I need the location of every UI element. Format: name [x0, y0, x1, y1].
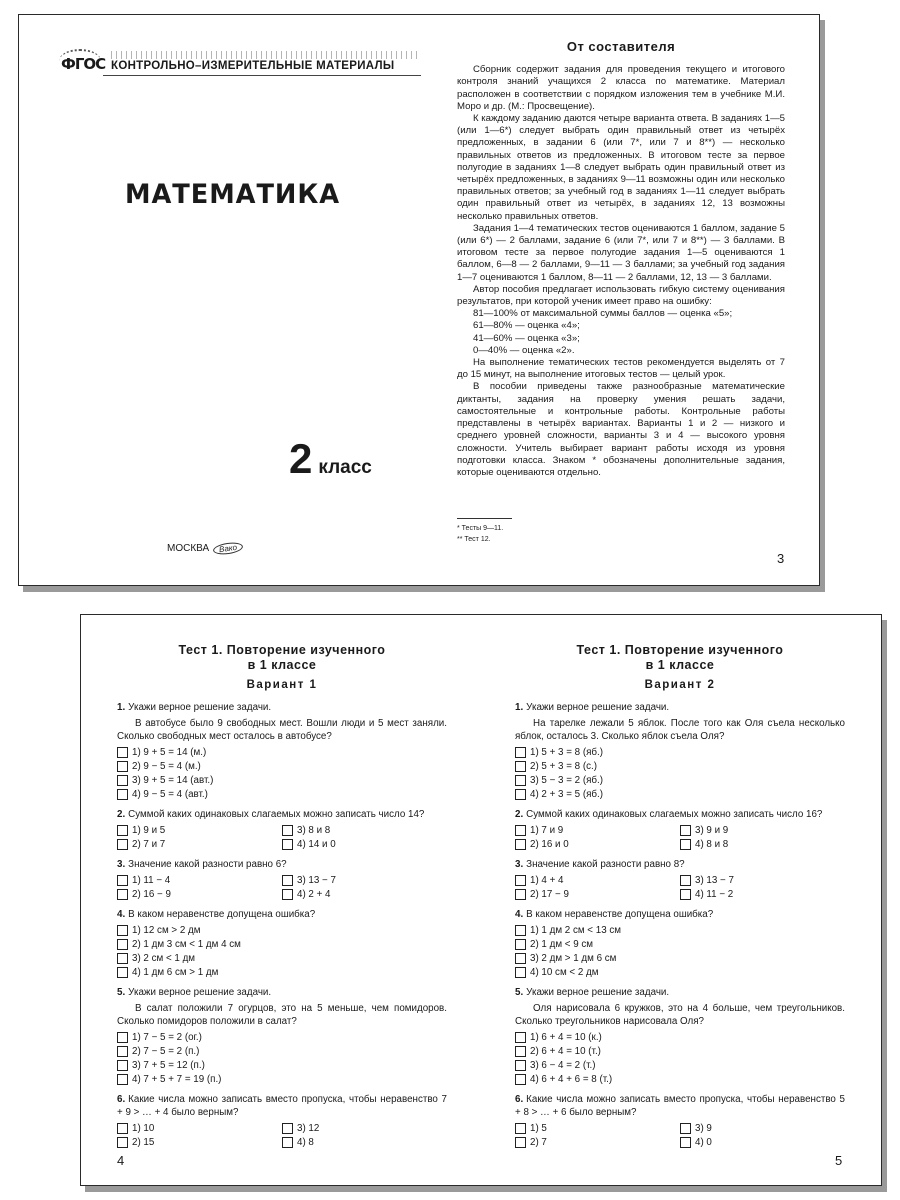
- answer-option[interactable]: [117, 1135, 282, 1149]
- checkbox[interactable]: [515, 1123, 526, 1134]
- checkbox[interactable]: [515, 839, 526, 850]
- question-description: На тарелке лежали 5 яблок. После того как Оля съела несколько яблок, осталось 3. Сколько яблок съела Оля?: [515, 718, 845, 742]
- option-label: 2) 7: [530, 1136, 547, 1148]
- option-label: 2) 15: [132, 1136, 155, 1148]
- question: [515, 701, 845, 801]
- checkbox[interactable]: [680, 1137, 691, 1148]
- question: [515, 1093, 845, 1149]
- publisher-city: МОСКВА: [167, 543, 210, 554]
- option-label: 4) 8: [297, 1136, 314, 1148]
- publisher: [167, 543, 243, 554]
- option-label: 1) 7 и 9: [530, 824, 564, 836]
- question-text: Укажи верное решение задачи.: [128, 987, 272, 998]
- checkbox[interactable]: [680, 839, 691, 850]
- answer-option[interactable]: [680, 837, 845, 851]
- option-label: 1) 11 − 4: [132, 874, 171, 886]
- grading-scale-item: 61—80% — оценка «4»;: [473, 320, 580, 332]
- option-label: 2) 5 + 3 = 8 (с.): [530, 760, 597, 772]
- option-label: 4) 0: [695, 1136, 712, 1148]
- preface: [457, 41, 785, 479]
- question-number: 2.: [515, 809, 524, 820]
- question-text: В каком неравенстве допущена ошибка?: [526, 909, 714, 920]
- checkbox[interactable]: [282, 1137, 293, 1148]
- checkbox[interactable]: [515, 825, 526, 836]
- option-label: 3) 9 и 9: [695, 824, 729, 836]
- test-spread-page: [80, 614, 882, 1186]
- preface-paragraph: К каждому заданию даются четыре варианта ответа. В заданиях 1—5 (или 1—6*) следует выбрать один правильный ответ из четырёх предложенных, в задании 6 (или 7*, или 7 и 8**) — несколько правильных ответов из предложенных. В итоговом тесте за первое полугодие в заданиях 1—8 следует выбрать один правильный ответ из четырёх предложенных, в заданиях 9—11 возможны один или несколько правильных ответов; за учебный год в заданиях 1—11 следует выбрать один правильный ответ из четырёх, в заданиях 12, 13 возможны несколько правильных ответов.: [457, 113, 785, 222]
- question-text: Укажи верное решение задачи.: [526, 987, 670, 998]
- checkbox[interactable]: [680, 825, 691, 836]
- question-number: 6.: [117, 1094, 126, 1105]
- answer-option[interactable]: [515, 1044, 845, 1058]
- option-label: 1) 5 + 3 = 8 (яб.): [530, 746, 603, 758]
- answer-option[interactable]: [117, 823, 282, 837]
- answer-option[interactable]: [117, 837, 282, 851]
- question: [515, 808, 845, 851]
- checkbox[interactable]: [117, 1137, 128, 1148]
- grading-scale-item: 81—100% от максимальной суммы баллов — оценка «5»;: [473, 308, 733, 320]
- checkbox[interactable]: [515, 939, 526, 950]
- option-label: 3) 6 − 4 = 2 (т.): [530, 1059, 596, 1071]
- checkbox[interactable]: [515, 1060, 526, 1071]
- variant-label: Вариант 1: [246, 679, 318, 691]
- question-number: 4.: [515, 909, 524, 920]
- checkbox[interactable]: [515, 875, 526, 886]
- question-text: Укажи верное решение задачи.: [128, 702, 272, 713]
- preface-paragraph: Задания 1—4 тематических тестов оцениваются 1 баллом, задание 5 (или 6*) — 2 баллами, задание 6 (или 7*, или 7 и 8**) — 3 баллами. В итоговом тесте за первое полугодие задания 1—5 оцениваются 1 баллом, 6—8 — 2 баллами, 9—11 — 3 баллами; за учебный год задания 1—7 оцениваются 1 баллом, 8—11 — 2 баллами, 12, 13 — 3 баллами.: [457, 222, 785, 283]
- checkbox[interactable]: [117, 761, 128, 772]
- option-label: 3) 2 дм > 1 дм 6 см: [530, 952, 617, 964]
- fgos-logo: [59, 49, 106, 79]
- question-text: Какие числа можно записать вместо пропуска, чтобы неравенство 5 + 8 > … + 6 было верным?: [515, 1094, 845, 1118]
- preface-paragraph: Сборник содержит задания для проведения текущего и итогового контроля знаний учащихся 2 класса по математике. Материал расположен в соответствии с порядком изложения тем в учебнике М.И. Моро и др. (М.: Просвещение).: [457, 64, 785, 112]
- answer-option[interactable]: [515, 1072, 845, 1086]
- option-label: 3) 13 − 7: [695, 874, 734, 886]
- checkbox[interactable]: [680, 889, 691, 900]
- option-label: 1) 7 − 5 = 2 (ог.): [132, 1031, 202, 1043]
- question: [117, 858, 447, 901]
- checkbox[interactable]: [117, 939, 128, 950]
- answer-option[interactable]: [515, 823, 680, 837]
- checkbox[interactable]: [117, 789, 128, 800]
- footnote: ** Тест 12.: [457, 536, 491, 543]
- answer-option[interactable]: [282, 823, 447, 837]
- preface-paragraph: Автор пособия предлагает использовать гибкую систему оценивания результатов, при которой ученик имеет право на ошибку:: [457, 283, 785, 308]
- ruler-decoration: [111, 51, 421, 59]
- question-text: Суммой каких одинаковых слагаемых можно записать число 16?: [526, 809, 823, 820]
- option-label: 3) 2 см < 1 дм: [132, 952, 196, 964]
- answer-option[interactable]: [680, 1135, 845, 1149]
- answer-option[interactable]: [117, 759, 447, 773]
- question: [515, 908, 845, 979]
- answer-option[interactable]: [515, 1030, 845, 1044]
- option-label: 1) 10: [132, 1122, 155, 1134]
- question-description: Оля нарисовала 6 кружков, это на 4 больше, чем треугольников. Сколько треугольников нарисовала Оля?: [515, 1003, 845, 1027]
- answer-option[interactable]: [515, 787, 845, 801]
- checkbox[interactable]: [515, 889, 526, 900]
- checkbox[interactable]: [515, 775, 526, 786]
- option-label: 2) 17 − 9: [530, 888, 569, 900]
- test-column-variant-1: [117, 643, 447, 1156]
- variant-label: Вариант 2: [644, 679, 716, 691]
- book-title: МАТЕМАТИКА: [125, 179, 341, 210]
- checkbox[interactable]: [117, 1032, 128, 1043]
- checkbox[interactable]: [117, 875, 128, 886]
- test-title-line: в 1 классе: [247, 658, 317, 672]
- option-label: 4) 6 + 4 + 6 = 8 (т.): [530, 1073, 613, 1085]
- checkbox[interactable]: [117, 1123, 128, 1134]
- publisher-logo: Вако: [213, 541, 244, 556]
- option-label: 4) 9 − 5 = 4 (авт.): [132, 788, 208, 800]
- test-title: [515, 643, 845, 673]
- answer-option[interactable]: [117, 745, 447, 759]
- answer-option[interactable]: [117, 887, 282, 901]
- option-label: 2) 1 дм 3 см < 1 дм 4 см: [132, 938, 241, 950]
- checkbox[interactable]: [117, 747, 128, 758]
- test-title-line: в 1 классе: [645, 658, 715, 672]
- option-label: 2) 16 и 0: [530, 838, 569, 850]
- option-label: 2) 7 и 7: [132, 838, 166, 850]
- option-label: 1) 12 см > 2 дм: [132, 924, 201, 936]
- answer-option[interactable]: [680, 873, 845, 887]
- question-number: 1.: [117, 702, 126, 713]
- question: [515, 986, 845, 1086]
- page-number: 3: [777, 551, 785, 566]
- checkbox[interactable]: [680, 1123, 691, 1134]
- answer-option[interactable]: [680, 1121, 845, 1135]
- answer-option[interactable]: [515, 873, 680, 887]
- answer-option[interactable]: [282, 887, 447, 901]
- option-label: 4) 10 см < 2 дм: [530, 966, 599, 978]
- answer-option[interactable]: [515, 923, 845, 937]
- question-text: В каком неравенстве допущена ошибка?: [128, 909, 316, 920]
- option-label: 4) 8 и 8: [695, 838, 729, 850]
- option-label: 2) 1 дм < 9 см: [530, 938, 594, 950]
- grading-scale-item: 41—60% — оценка «3»;: [473, 332, 580, 344]
- option-label: 3) 9 + 5 = 14 (авт.): [132, 774, 214, 786]
- checkbox[interactable]: [117, 1060, 128, 1071]
- answer-option[interactable]: [117, 1121, 282, 1135]
- fgos-logo-text: ФГОС: [61, 55, 106, 73]
- question-number: 2.: [117, 809, 126, 820]
- checkbox[interactable]: [680, 875, 691, 886]
- question-number: 6.: [515, 1094, 524, 1105]
- grading-scale-item: 0—40% — оценка «2».: [473, 344, 575, 356]
- header-underline: [103, 75, 421, 76]
- option-label: 4) 1 дм 6 см > 1 дм: [132, 966, 219, 978]
- cover-preface-page: [18, 14, 820, 586]
- checkbox[interactable]: [515, 953, 526, 964]
- question-text: Какие числа можно записать вместо пропуска, чтобы неравенство 7 + 9 > … + 4 было верным?: [117, 1094, 447, 1118]
- option-label: 3) 9: [695, 1122, 712, 1134]
- answer-option[interactable]: [117, 1058, 447, 1072]
- option-label: 3) 13 − 7: [297, 874, 336, 886]
- answer-option[interactable]: [515, 965, 845, 979]
- page-number-left: 4: [117, 1153, 125, 1168]
- checkbox[interactable]: [515, 761, 526, 772]
- option-label: 4) 14 и 0: [297, 838, 336, 850]
- footnotes: [457, 518, 657, 545]
- answer-option[interactable]: [515, 1058, 845, 1072]
- question-number: 5.: [515, 987, 524, 998]
- answer-option[interactable]: [515, 937, 845, 951]
- checkbox[interactable]: [117, 839, 128, 850]
- checkbox[interactable]: [515, 747, 526, 758]
- answer-option[interactable]: [680, 887, 845, 901]
- answer-option[interactable]: [117, 773, 447, 787]
- grade-number: 2: [289, 435, 313, 482]
- option-label: 2) 9 − 5 = 4 (м.): [132, 760, 201, 772]
- option-label: 1) 9 + 5 = 14 (м.): [132, 746, 207, 758]
- option-label: 1) 5: [530, 1122, 547, 1134]
- option-label: 3) 5 − 3 = 2 (яб.): [530, 774, 603, 786]
- answer-option[interactable]: [515, 773, 845, 787]
- checkbox[interactable]: [282, 839, 293, 850]
- checkbox[interactable]: [117, 1074, 128, 1085]
- checkbox[interactable]: [117, 825, 128, 836]
- answer-option[interactable]: [117, 923, 447, 937]
- checkbox[interactable]: [117, 967, 128, 978]
- option-label: 1) 1 дм 2 см < 13 см: [530, 924, 621, 936]
- question: [117, 1093, 447, 1149]
- question-text: Значение какой разности равно 8?: [526, 859, 685, 870]
- series-label: КОНТРОЛЬНО–ИЗМЕРИТЕЛЬНЫЕ МАТЕРИАЛЫ: [111, 60, 395, 72]
- checkbox[interactable]: [515, 967, 526, 978]
- option-label: 1) 6 + 4 = 10 (к.): [530, 1031, 602, 1043]
- grade-label: [289, 435, 372, 483]
- question: [117, 808, 447, 851]
- answer-option[interactable]: [515, 887, 680, 901]
- option-label: 3) 12: [297, 1122, 320, 1134]
- answer-option[interactable]: [515, 1135, 680, 1149]
- option-label: 1) 4 + 4: [530, 874, 564, 886]
- footnote: * Тесты 9—11.: [457, 525, 504, 532]
- question-number: 1.: [515, 702, 524, 713]
- answer-option[interactable]: [117, 1030, 447, 1044]
- checkbox[interactable]: [117, 775, 128, 786]
- answer-option[interactable]: [117, 1072, 447, 1086]
- option-label: 3) 8 и 8: [297, 824, 331, 836]
- checkbox[interactable]: [282, 825, 293, 836]
- question-text: Суммой каких одинаковых слагаемых можно записать число 14?: [128, 809, 425, 820]
- checkbox[interactable]: [515, 925, 526, 936]
- answer-option[interactable]: [117, 951, 447, 965]
- preface-paragraph: В пособии приведены также разнообразные математические диктанты, задания на проверку умения решать задачи, самостоятельные и контрольные работы. Контрольные работы представлены в четырёх вариантах. Варианты 1 и 2 — низкого и среднего уровней сложности, варианты 3 и 4 — высокого уровня сложности. Учитель выбирает вариант работы исходя из уровня подготовки класса. Знаком * обозначены дополнительные задания, которые оцениваются отдельно.: [457, 381, 785, 478]
- question-description: В автобусе было 9 свободных мест. Вошли люди и 5 мест заняли. Сколько свободных мест осталось в автобусе?: [117, 718, 447, 742]
- answer-option[interactable]: [680, 823, 845, 837]
- answer-option[interactable]: [282, 837, 447, 851]
- answer-option[interactable]: [515, 837, 680, 851]
- answer-option[interactable]: [282, 873, 447, 887]
- answer-option[interactable]: [282, 1135, 447, 1149]
- answer-option[interactable]: [515, 1121, 680, 1135]
- option-label: 2) 16 − 9: [132, 888, 171, 900]
- option-label: 1) 9 и 5: [132, 824, 166, 836]
- checkbox[interactable]: [117, 1046, 128, 1057]
- option-label: 4) 2 + 4: [297, 888, 331, 900]
- question: [117, 986, 447, 1086]
- answer-option[interactable]: [282, 1121, 447, 1135]
- test-title: [117, 643, 447, 673]
- answer-option[interactable]: [117, 787, 447, 801]
- test-title-line: Тест 1. Повторение изученного: [178, 643, 386, 657]
- answer-option[interactable]: [117, 965, 447, 979]
- question-number: 5.: [117, 987, 126, 998]
- series-header: [59, 47, 399, 81]
- checkbox[interactable]: [515, 1046, 526, 1057]
- option-label: 4) 11 − 2: [695, 888, 734, 900]
- question-description: В салат положили 7 огурцов, это на 5 меньше, чем помидоров. Сколько помидоров положили в салат?: [117, 1003, 447, 1027]
- checkbox[interactable]: [515, 1137, 526, 1148]
- checkbox[interactable]: [515, 1032, 526, 1043]
- checkbox[interactable]: [282, 889, 293, 900]
- option-label: 2) 7 − 5 = 2 (п.): [132, 1045, 200, 1057]
- question-text: Значение какой разности равно 6?: [128, 859, 287, 870]
- preface-title: От составителя: [566, 39, 676, 54]
- answer-option[interactable]: [515, 745, 845, 759]
- answer-option[interactable]: [515, 759, 845, 773]
- question-number: 4.: [117, 909, 126, 920]
- checkbox[interactable]: [117, 925, 128, 936]
- answer-option[interactable]: [117, 937, 447, 951]
- preface-paragraph: На выполнение тематических тестов рекомендуется выделять от 7 до 15 минут, на выполнение итоговых тестов — целый урок.: [457, 357, 785, 381]
- answer-option[interactable]: [515, 951, 845, 965]
- option-label: 2) 6 + 4 = 10 (т.): [530, 1045, 601, 1057]
- checkbox[interactable]: [282, 875, 293, 886]
- answer-option[interactable]: [117, 1044, 447, 1058]
- checkbox[interactable]: [117, 889, 128, 900]
- question-text: Укажи верное решение задачи.: [526, 702, 670, 713]
- page-number-right: 5: [835, 1153, 843, 1168]
- question: [515, 858, 845, 901]
- footnote-rule: [457, 518, 512, 519]
- option-label: 4) 2 + 3 = 5 (яб.): [530, 788, 603, 800]
- option-label: 3) 7 + 5 = 12 (п.): [132, 1059, 205, 1071]
- question: [117, 701, 447, 801]
- grade-word: класс: [318, 457, 372, 478]
- question-number: 3.: [515, 859, 524, 870]
- option-label: 4) 7 + 5 + 7 = 19 (п.): [132, 1073, 222, 1085]
- test-column-variant-2: [515, 643, 845, 1156]
- question: [117, 908, 447, 979]
- checkbox[interactable]: [515, 789, 526, 800]
- question-number: 3.: [117, 859, 126, 870]
- checkbox[interactable]: [515, 1074, 526, 1085]
- checkbox[interactable]: [117, 953, 128, 964]
- checkbox[interactable]: [282, 1123, 293, 1134]
- test-title-line: Тест 1. Повторение изученного: [576, 643, 784, 657]
- answer-option[interactable]: [117, 873, 282, 887]
